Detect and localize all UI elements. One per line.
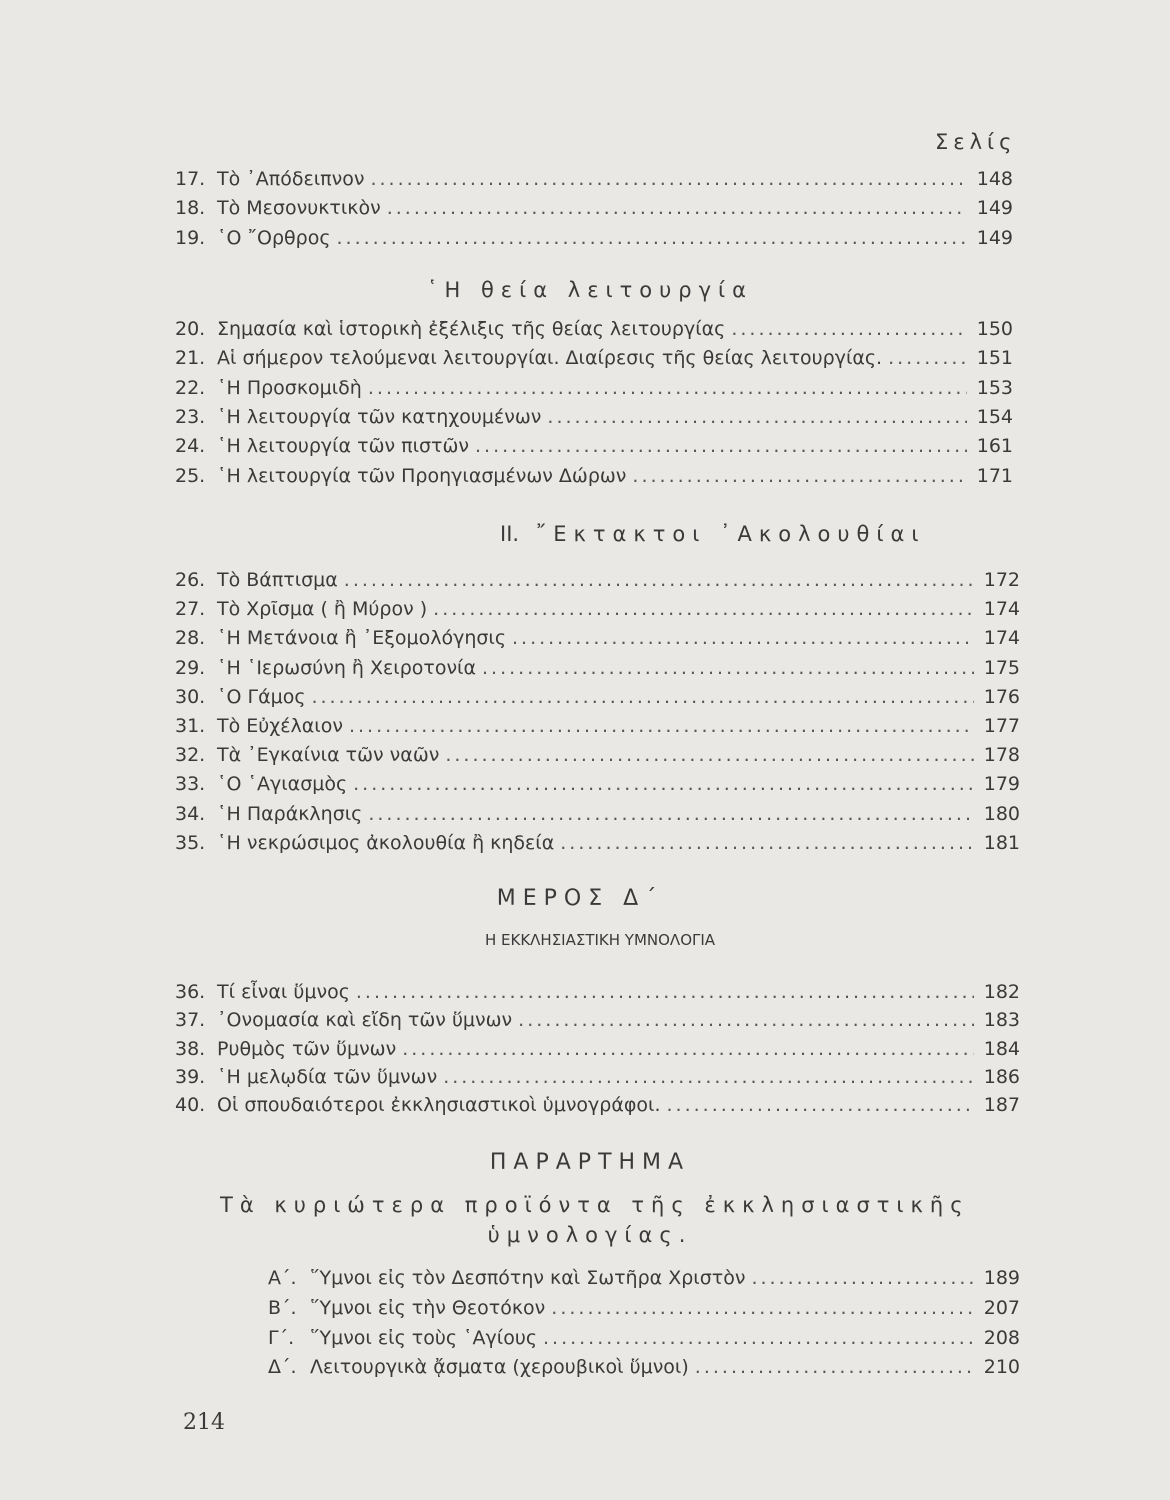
leader-dots: [368, 377, 967, 399]
entry-title: ῾Ο ῎Ορθρος: [217, 227, 331, 249]
toc-entry-38: [175, 1038, 1020, 1060]
entry-page: 179: [983, 773, 1020, 795]
entry-page: 210: [983, 1356, 1020, 1378]
section-heading-extra: [500, 522, 926, 546]
leader-dots: [368, 803, 974, 825]
entry-number: 28.: [175, 627, 206, 649]
entry-number: 37.: [175, 1009, 206, 1031]
entry-title: Λειτουργικὰ ᾄσματα (χερουβικοὶ ὕμνοι): [310, 1356, 689, 1378]
entry-title: Τὸ Χρῖσμα ( ἢ Μύρον ): [217, 598, 428, 620]
entry-page: 186: [983, 1066, 1020, 1088]
entry-page: 172: [983, 569, 1020, 591]
leader-dots: [518, 1009, 974, 1031]
entry-page: 174: [983, 598, 1020, 620]
leader-dots: [402, 1038, 974, 1060]
toc-entry-22: [175, 377, 1013, 399]
entry-number: Δ΄.: [268, 1356, 297, 1378]
entry-title: Ρυθμὸς τῶν ὕμνων: [217, 1038, 397, 1060]
leader-dots: [751, 1267, 974, 1289]
section-title: ῎Εκτακτοι ᾿Ακολουθίαι: [535, 522, 926, 546]
entry-page: 174: [983, 627, 1020, 649]
toc-entry-appendix-c: [268, 1327, 1020, 1349]
toc-entry-20: [175, 318, 1013, 340]
entry-title: ῾Η Παράκλησις: [217, 803, 363, 825]
toc-entry-appendix-a: [268, 1267, 1020, 1289]
entry-title: Τὸ Μεσονυκτικὸν: [217, 197, 381, 219]
toc-entry-17: [175, 168, 1013, 190]
entry-title: ῞Υμνοι εἰς τὸν Δεσπότην καὶ Σωτῆρα Χριστὸν: [310, 1267, 746, 1289]
entry-page: 149: [976, 227, 1013, 249]
entry-title: ῞Υμνοι εἰς τὴν Θεοτόκον: [310, 1297, 546, 1319]
toc-entry-29: [175, 657, 1020, 679]
entry-number: 30.: [175, 686, 206, 708]
entry-page: 181: [983, 832, 1020, 854]
leader-dots: [370, 168, 967, 190]
entry-page: 148: [976, 168, 1013, 190]
entry-title: Αἱ σήμερον τελούμεναι λειτουργίαι. Διαίρεσις τῆς θείας λειτουργίας.: [217, 347, 883, 369]
toc-entry-appendix-b: [268, 1297, 1020, 1319]
entry-page: 207: [983, 1297, 1020, 1319]
entry-title: ῾Ο Γάμος: [217, 686, 306, 708]
entry-title: ῾Η νεκρώσιμος ἀκολουθία ἢ κηδεία: [217, 832, 555, 854]
leader-dots: [482, 657, 974, 679]
toc-entry-36: [175, 981, 1020, 1003]
entry-page: 154: [976, 406, 1013, 428]
entry-number: 18.: [175, 197, 206, 219]
entry-title: ῾Η Μετάνοια ἢ ᾿Εξομολόγησις: [217, 627, 506, 649]
toc-entry-21: [175, 347, 1013, 369]
entry-title: ᾿Ονομασία καὶ εἴδη τῶν ὕμνων: [217, 1009, 513, 1031]
toc-entry-26: [175, 569, 1020, 591]
entry-page: 187: [983, 1094, 1020, 1116]
entry-title: Οἱ σπουδαιότεροι ἐκκλησιαστικοὶ ὑμνογράφοι.: [217, 1094, 661, 1116]
entry-number: 40.: [175, 1094, 206, 1116]
leader-dots: [551, 1297, 974, 1319]
entry-number: 23.: [175, 406, 206, 428]
entry-page: 161: [976, 435, 1013, 457]
entry-page: 171: [976, 465, 1013, 487]
entry-number: 36.: [175, 981, 206, 1003]
toc-entry-27: [175, 598, 1020, 620]
entry-number: 17.: [175, 168, 206, 190]
toc-entry-23: [175, 406, 1013, 428]
entry-page: 175: [983, 657, 1020, 679]
leader-dots: [547, 406, 967, 428]
entry-title: ῾Η μελῳδία τῶν ὕμνων: [217, 1066, 438, 1088]
entry-title: ῾Η λειτουργία τῶν κατηχουμένων: [217, 406, 542, 428]
entry-number: 39.: [175, 1066, 206, 1088]
entry-number: 34.: [175, 803, 206, 825]
entry-title: ῞Υμνοι εἰς τοὺς ῾Αγίους: [310, 1327, 537, 1349]
leader-dots: [311, 686, 974, 708]
leader-dots: [632, 465, 967, 487]
leader-dots: [888, 347, 967, 369]
toc-entry-33: [175, 773, 1020, 795]
part-d-title: ΜΕΡΟΣ Δ΄: [496, 886, 664, 911]
entry-title: Σημασία καὶ ἱστορικὴ ἐξέλιξις τῆς θείας λειτουργίας: [217, 318, 726, 340]
leader-dots: [543, 1327, 974, 1349]
leader-dots: [344, 569, 974, 591]
toc-entry-25: [175, 465, 1013, 487]
toc-entry-18: [175, 197, 1013, 219]
leader-dots: [356, 981, 974, 1003]
entry-number: 29.: [175, 657, 206, 679]
entry-number: 27.: [175, 598, 206, 620]
appendix-subtitle-line2: ὑμνολογίας.: [487, 1223, 693, 1247]
leader-dots: [336, 227, 967, 249]
part-d-subtitle: Η ΕΚΚΛΗΣΙΑΣΤΙΚΗ ΥΜΝΟΛΟΓΙΑ: [484, 931, 716, 949]
entry-number: 25.: [175, 465, 206, 487]
leader-dots: [445, 744, 974, 766]
entry-number: 20.: [175, 318, 206, 340]
entry-number: Γ΄.: [268, 1327, 295, 1349]
toc-entry-35: [175, 832, 1020, 854]
entry-page: 183: [983, 1009, 1020, 1031]
entry-page: 150: [976, 318, 1013, 340]
entry-number: 19.: [175, 227, 206, 249]
leader-dots: [475, 435, 967, 457]
entry-title: ῾Ο ῾Αγιασμὸς: [217, 773, 348, 795]
entry-number: Α΄.: [268, 1267, 297, 1289]
entry-number: 21.: [175, 347, 206, 369]
leader-dots: [667, 1094, 974, 1116]
entry-page: 208: [983, 1327, 1020, 1349]
entry-title: Τὸ Εὐχέλαιον: [217, 715, 343, 737]
entry-title: ῾Η λειτουργία τῶν πιστῶν: [217, 435, 470, 457]
leader-dots: [349, 715, 974, 737]
leader-dots: [387, 197, 967, 219]
toc-entry-31: [175, 715, 1020, 737]
leader-dots: [695, 1356, 974, 1378]
entry-number: 31.: [175, 715, 206, 737]
entry-page: 153: [976, 377, 1013, 399]
entry-number: 22.: [175, 377, 206, 399]
entry-page: 182: [983, 981, 1020, 1003]
page-number: 214: [183, 1410, 225, 1435]
entry-number: 24.: [175, 435, 206, 457]
toc-entry-32: [175, 744, 1020, 766]
entry-page: 176: [983, 686, 1020, 708]
entry-page: 189: [983, 1267, 1020, 1289]
toc-entry-39: [175, 1066, 1020, 1088]
section-heading-liturgy: ῾Η θεία λειτουργία: [426, 278, 754, 302]
toc-entry-30: [175, 686, 1020, 708]
entry-number: 35.: [175, 832, 206, 854]
entry-title: Τὰ ᾿Εγκαίνια τῶν ναῶν: [217, 744, 440, 766]
toc-entry-28: [175, 627, 1020, 649]
toc-entry-37: [175, 1009, 1020, 1031]
entry-page: 177: [983, 715, 1020, 737]
leader-dots: [560, 832, 974, 854]
entry-title: ῾Η ῾Ιερωσύνη ἢ Χειροτονία: [217, 657, 477, 679]
entry-title: Τὸ ᾿Απόδειπνον: [217, 168, 365, 190]
leader-dots: [433, 598, 974, 620]
toc-entry-34: [175, 803, 1020, 825]
appendix-title: ΠΑΡΑΡΤΗΜΑ: [489, 1150, 691, 1175]
entry-number: Β΄.: [268, 1297, 297, 1319]
section-numeral: II.: [500, 522, 520, 546]
leader-dots: [443, 1066, 974, 1088]
toc-entry-19: [175, 227, 1013, 249]
appendix-subtitle-line1: Τὰ κυριώτερα προϊόντα τῆς ἐκκλησιαστικῆς: [220, 1193, 970, 1217]
leader-dots: [512, 627, 974, 649]
entry-number: 32.: [175, 744, 206, 766]
toc-entry-40: [175, 1094, 1020, 1116]
entry-page: 151: [976, 347, 1013, 369]
entry-title: ῾Η Προσκομιδὴ: [217, 377, 362, 399]
entry-page: 180: [983, 803, 1020, 825]
entry-page: 178: [983, 744, 1020, 766]
entry-title: Τί εἶναι ὕμνος: [217, 981, 350, 1003]
leader-dots: [731, 318, 967, 340]
entry-page: 184: [983, 1038, 1020, 1060]
leader-dots: [353, 773, 974, 795]
entry-number: 38.: [175, 1038, 206, 1060]
toc-entry-appendix-d: [268, 1356, 1020, 1378]
toc-entry-24: [175, 435, 1013, 457]
entry-number: 26.: [175, 569, 206, 591]
entry-title: ῾Η λειτουργία τῶν Προηγιασμένων Δώρων: [217, 465, 627, 487]
entry-title: Τὸ Βάπτισμα: [217, 569, 338, 591]
entry-number: 33.: [175, 773, 206, 795]
page-column-label: Σελίς: [935, 130, 1017, 154]
entry-page: 149: [976, 197, 1013, 219]
